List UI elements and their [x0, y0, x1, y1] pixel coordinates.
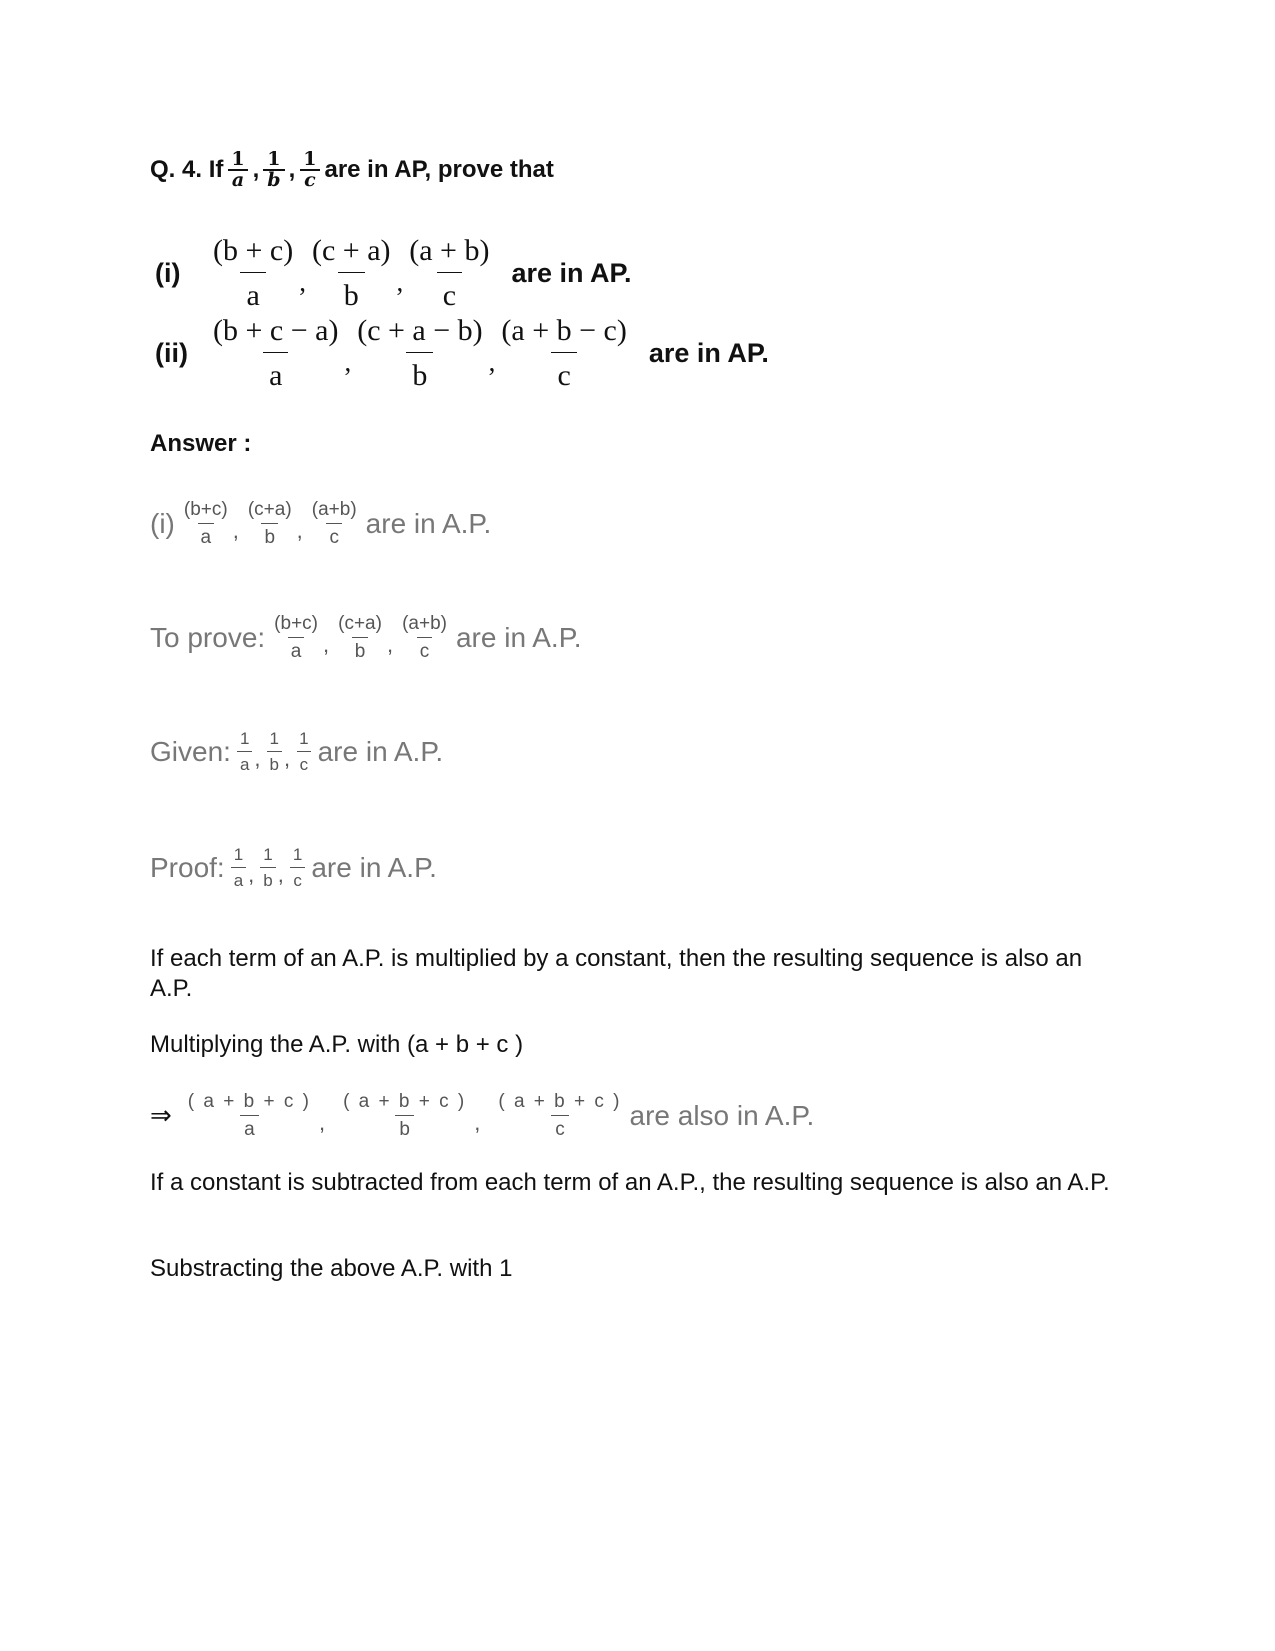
denominator: c	[297, 751, 312, 773]
part-tail: are in AP.	[648, 338, 769, 368]
question-suffix: are in AP, prove that	[324, 156, 554, 183]
fraction	[237, 730, 252, 773]
numerator: (b + c)	[213, 234, 294, 267]
question-heading	[150, 150, 554, 190]
comma: ,	[248, 861, 255, 887]
fraction	[207, 316, 344, 391]
comma: ,	[488, 347, 496, 377]
paragraph-subtract-rule: If a constant is subtracted from each term of an A.P., the resulting sequence is also an A.P.	[150, 1169, 1110, 1196]
fraction	[184, 1092, 315, 1139]
question-part-i	[155, 236, 632, 311]
numerator: (a + b)	[409, 234, 490, 267]
part-label: (i)	[155, 258, 181, 288]
line-suffix: are in A.P.	[311, 851, 437, 883]
numerator: ( a + b + c )	[343, 1091, 467, 1112]
denominator: c	[551, 1115, 569, 1139]
numerator: 1	[263, 845, 273, 864]
fraction	[403, 236, 495, 311]
fraction	[290, 846, 305, 889]
proof-line	[150, 846, 437, 889]
fraction	[335, 614, 385, 661]
numerator: (b+c)	[183, 499, 228, 520]
denominator: a	[228, 169, 248, 190]
numerator: ( a + b + c )	[187, 1091, 311, 1112]
numerator: (a+b)	[311, 499, 357, 520]
fraction	[207, 236, 299, 311]
fraction-1-over-a	[227, 150, 248, 190]
numerator: (c + a)	[311, 234, 391, 267]
fraction	[309, 500, 360, 547]
implies-arrow-icon: ⇒	[150, 1100, 172, 1130]
numerator: (c+a)	[247, 499, 292, 520]
line-prefix: Given:	[150, 735, 231, 767]
fraction	[494, 1092, 625, 1139]
numerator: (c + a − b)	[357, 314, 483, 347]
numerator: 1	[239, 729, 250, 748]
comma: ,	[474, 1109, 481, 1135]
fraction	[296, 730, 311, 773]
denominator: b	[260, 867, 275, 889]
implies-line	[150, 1092, 814, 1139]
question-part-ii	[155, 316, 769, 391]
numerator: (c+a)	[338, 613, 382, 634]
comma: ,	[323, 631, 330, 657]
numerator: (a+b)	[402, 613, 447, 634]
paragraph-subtract-step: Substracting the above A.P. with 1	[150, 1255, 513, 1282]
numerator: ( a + b + c )	[498, 1091, 622, 1112]
to-prove-line	[150, 614, 582, 661]
denominator: a	[198, 523, 215, 547]
denominator: c	[551, 352, 576, 391]
numerator: 1	[233, 845, 244, 864]
denominator: b	[261, 523, 278, 547]
fraction-1-over-b	[263, 150, 284, 190]
comma: ,	[252, 156, 260, 183]
numerator: 1	[303, 148, 317, 170]
comma: ,	[318, 1109, 326, 1135]
comma: ,	[277, 861, 284, 887]
fraction	[267, 730, 282, 773]
fraction	[339, 1092, 470, 1139]
comma: ,	[344, 347, 352, 377]
fraction	[260, 846, 275, 889]
denominator: b	[395, 1115, 414, 1139]
comma: ,	[254, 745, 261, 771]
denominator: c	[437, 272, 462, 311]
paragraph-multiply-step: Multiplying the A.P. with (a + b + c )	[150, 1031, 524, 1058]
answer-label: Answer :	[150, 430, 252, 457]
fraction	[245, 500, 295, 547]
denominator: b	[406, 352, 433, 391]
fraction	[181, 500, 231, 547]
line-suffix: are in A.P.	[365, 507, 492, 539]
numerator: (a + b − c)	[501, 314, 627, 347]
denominator: a	[263, 352, 288, 391]
fraction	[306, 236, 397, 311]
denominator: c	[290, 867, 305, 889]
fraction	[271, 614, 321, 661]
comma: ,	[386, 631, 394, 657]
numerator: 1	[269, 729, 279, 748]
denominator: c	[300, 169, 320, 190]
denominator: a	[231, 867, 246, 889]
denominator: b	[263, 169, 284, 190]
comma: ,	[232, 517, 239, 543]
comma: ,	[299, 267, 306, 297]
numerator: 1	[299, 729, 309, 748]
numerator: (b+c)	[274, 613, 318, 634]
denominator: c	[326, 523, 342, 547]
denominator: b	[352, 637, 369, 661]
denominator: a	[240, 272, 265, 311]
part-label: (ii)	[155, 338, 188, 368]
question-prefix: Q. 4. If	[150, 156, 224, 183]
line-suffix: are in A.P.	[455, 621, 582, 653]
denominator: a	[240, 1115, 259, 1139]
comma: ,	[396, 267, 404, 297]
fraction	[399, 614, 450, 661]
fraction	[351, 316, 488, 391]
part-tail: are in AP.	[511, 258, 632, 288]
denominator: a	[288, 637, 305, 661]
numerator: 1	[231, 148, 245, 170]
fraction	[495, 316, 632, 391]
line-prefix: To prove:	[150, 621, 266, 653]
fraction	[231, 846, 246, 889]
numerator: 1	[292, 845, 303, 864]
paragraph-multiply-rule: If each term of an A.P. is multiplied by a constant, then the resulting sequence is also an A.P.	[150, 945, 1083, 1002]
line-suffix: are also in A.P.	[629, 1099, 815, 1131]
line-prefix: Proof:	[150, 851, 225, 883]
fraction-1-over-c	[299, 150, 320, 190]
answer-line-i	[150, 500, 491, 547]
denominator: c	[417, 637, 433, 661]
denominator: a	[237, 751, 252, 773]
denominator: b	[338, 272, 365, 311]
numerator: 1	[267, 148, 281, 170]
given-line	[150, 730, 443, 773]
comma: ,	[288, 156, 296, 183]
line-suffix: are in A.P.	[317, 735, 444, 767]
line-prefix: (i)	[150, 507, 175, 539]
denominator: b	[267, 751, 282, 773]
comma: ,	[284, 745, 291, 771]
numerator: (b + c − a)	[213, 314, 339, 347]
comma: ,	[296, 517, 303, 543]
